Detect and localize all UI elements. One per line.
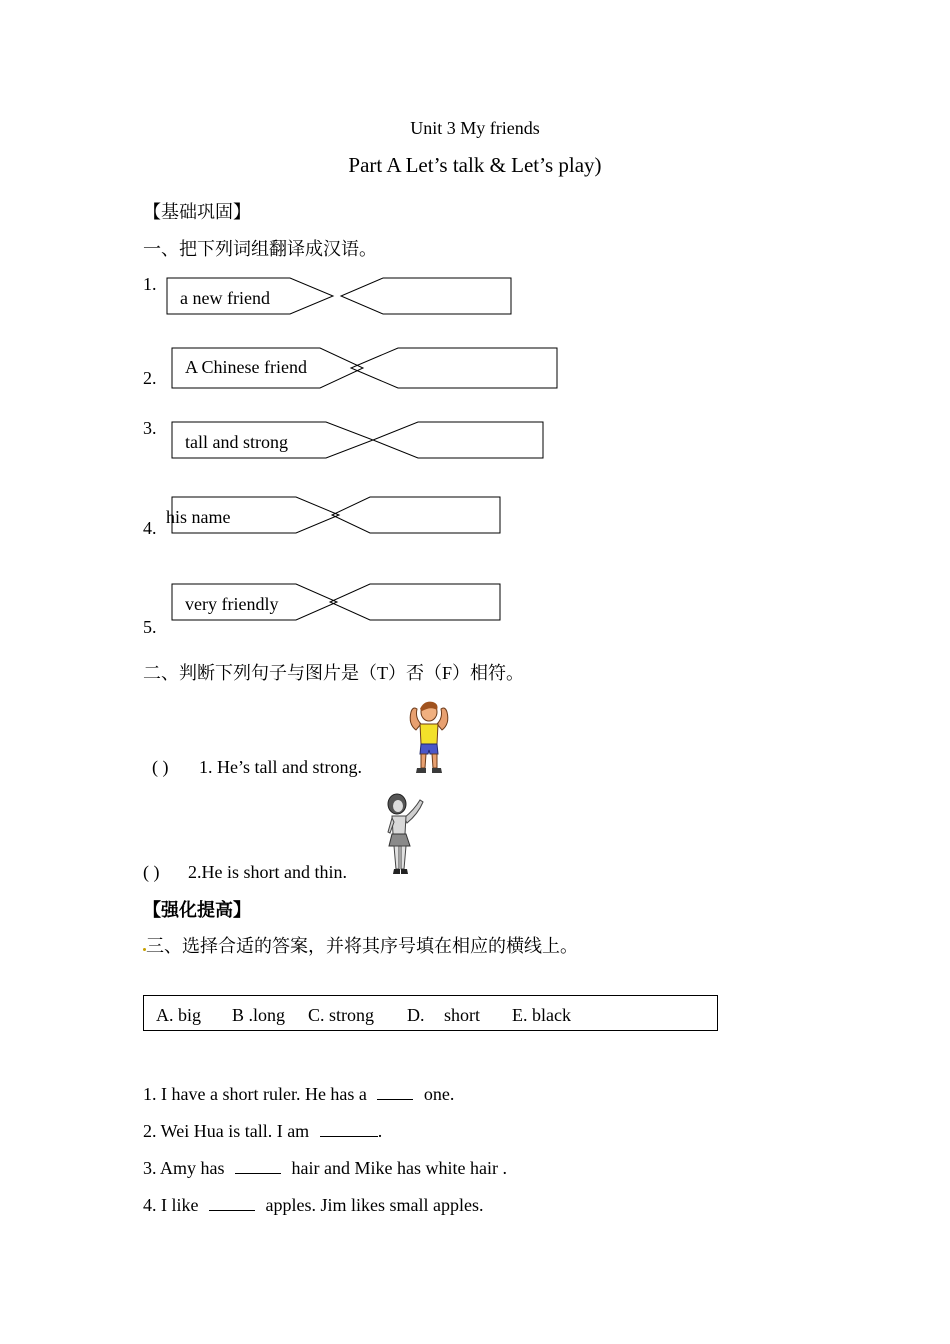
item-number-3: 3. bbox=[143, 418, 157, 438]
sentence-2-after: . bbox=[377, 1121, 383, 1141]
answer-blank-4[interactable] bbox=[209, 1194, 255, 1211]
answer-box-2 bbox=[351, 348, 557, 388]
options-box bbox=[143, 995, 718, 1031]
q2-instruction: 二、判断下列句子与图片是（T）否（F）相符。 bbox=[143, 663, 525, 683]
fill-sentence-1 bbox=[143, 1083, 454, 1105]
sentence-3-after: hair and Mike has white hair . bbox=[291, 1158, 507, 1178]
option-e: E. black bbox=[512, 1005, 571, 1025]
answer-blank-1[interactable] bbox=[377, 1083, 413, 1100]
answer-box-4 bbox=[332, 497, 500, 533]
sentence-4-before: 4. I like bbox=[143, 1195, 199, 1215]
option-a: A. big bbox=[156, 1005, 201, 1025]
item-number-4: 4. bbox=[143, 518, 157, 538]
sentence-4-after: apples. Jim likes small apples. bbox=[265, 1195, 484, 1215]
item-number-1: 1. bbox=[143, 274, 157, 294]
q1-instruction: 一、把下列词组翻译成汉语。 bbox=[143, 239, 377, 259]
option-c: C. strong bbox=[308, 1005, 375, 1025]
phrase-5: very friendly bbox=[185, 594, 279, 614]
q2-sentence-2: 2.He is short and thin. bbox=[188, 862, 347, 882]
item-number-2: 2. bbox=[143, 368, 157, 388]
thin-woman-icon bbox=[380, 792, 426, 878]
q2-sentence-1: 1. He’s tall and strong. bbox=[199, 757, 362, 777]
answer-blank-2[interactable] bbox=[320, 1120, 378, 1137]
strong-man-icon bbox=[404, 698, 454, 776]
sentence-2-before: 2. Wei Hua is tall. I am bbox=[143, 1121, 310, 1141]
answer-box-1 bbox=[341, 278, 511, 314]
q2-bracket-2: ( ) bbox=[143, 862, 160, 882]
option-b: B .long bbox=[232, 1005, 286, 1025]
phrase-2: A Chinese friend bbox=[185, 357, 307, 377]
answer-blank-3[interactable] bbox=[235, 1157, 281, 1174]
answer-box-5 bbox=[330, 584, 500, 620]
page-title: Unit 3 My friends bbox=[410, 118, 540, 138]
sentence-1-before: 1. I have a short ruler. He has a bbox=[143, 1084, 367, 1104]
page-subtitle: Part A Let’s talk & Let’s play) bbox=[348, 153, 602, 177]
item-number-5: 5. bbox=[143, 617, 157, 637]
section-improve-heading: 【强化提高】 bbox=[143, 900, 251, 920]
phrase-4: his name bbox=[166, 507, 231, 527]
fill-sentence-3 bbox=[143, 1157, 507, 1179]
answer-box-3 bbox=[373, 422, 543, 458]
section-basic-heading: 【基础巩固】 bbox=[143, 202, 251, 222]
sentence-3-before: 3. Amy has bbox=[143, 1158, 225, 1178]
fill-sentence-4 bbox=[143, 1194, 483, 1216]
phrase-3: tall and strong bbox=[185, 432, 288, 452]
fill-sentence-2 bbox=[143, 1120, 382, 1142]
option-d-letter: D. bbox=[407, 1005, 425, 1025]
q3-instruction: 三、选择合适的答案，并将其序号填在相应的横线上。 bbox=[146, 936, 578, 956]
phrase-1: a new friend bbox=[180, 288, 270, 308]
q2-bracket-1: ( ) bbox=[152, 757, 169, 777]
option-d-word: short bbox=[444, 1005, 480, 1025]
sentence-1-after: one. bbox=[423, 1084, 455, 1104]
